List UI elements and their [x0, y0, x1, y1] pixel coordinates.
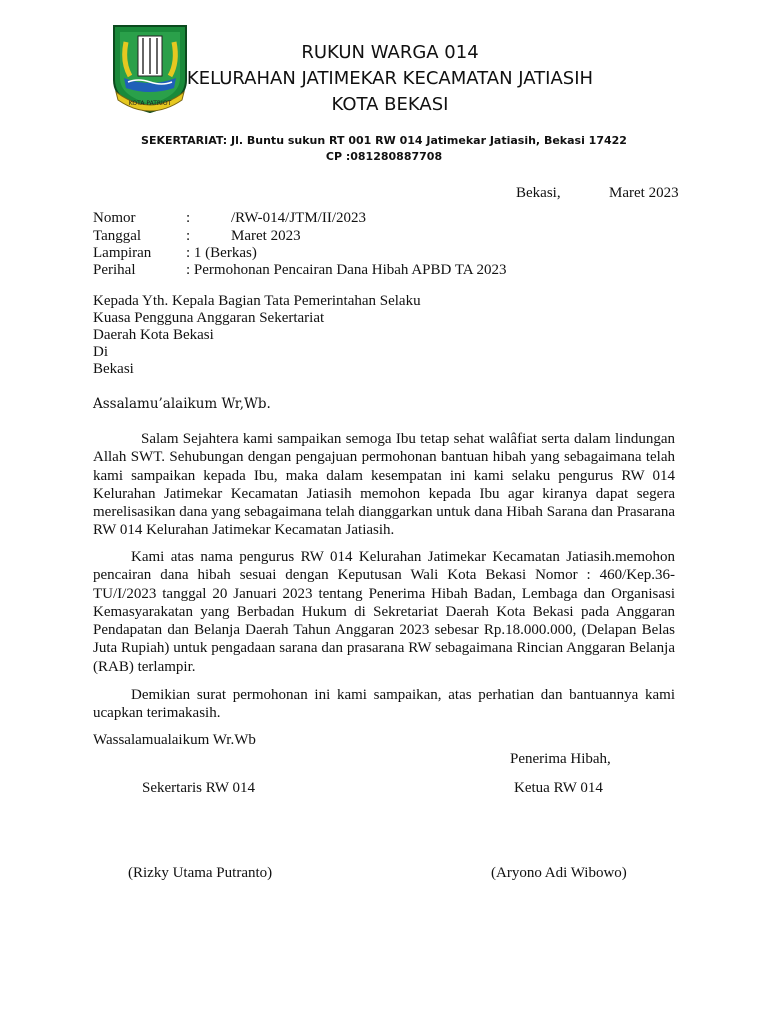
contact-person: CP :081280887708 — [325, 150, 443, 163]
meta-label-nomor: Nomor — [93, 210, 136, 226]
body-paragraph-3: Demikian surat permohonan ini kami sampaikan, atas perhatian dan bantuannya kami ucapkan terimakasih. — [93, 687, 675, 722]
body-paragraph-1: Salam Sejahtera kami sampaikan semoga Ibu tetap sehat walâfiat serta dalam lindungan Allah SWT. Sehubungan dengan pengajuan permohonan bantuan hibah yang sebagaimana telah kami sampaikan kepada Ibu, maka dalam kesempatan ini kami selaku pengurus RW 014 Kelurahan Jatimekar Kecamatan Jatiasih memohon kepada Ibu agar kiranya dapat segera merelisasikan dana yang sebagaimana telah dianggarkan untuk dana Hibah Sarana dan Prasarana RW 014 Kelurahan Jatimekar Kecamatan Jatiasih. — [93, 431, 675, 539]
signature-left-role: Sekertaris RW 014 — [142, 780, 256, 796]
recipient-line: Kepada Yth. Kepala Bagian Tata Pemerintahan Selaku — [93, 293, 421, 309]
date-month-year: Maret 2023 — [609, 185, 679, 201]
recipient-line: Kuasa Pengguna Anggaran Sekertariat — [93, 310, 325, 326]
signature-left-name: (Rizky Utama Putranto) — [128, 865, 273, 881]
header-kota: KOTA BEKASI — [331, 94, 449, 115]
greeting: Assalamu’alaikum Wr,Wb. — [93, 396, 271, 412]
signature-right-title: Penerima Hibah, — [510, 751, 611, 767]
meta-sep-nomor: : — [186, 210, 191, 226]
header-kelurahan: KELURAHAN JATIMEKAR KECAMATAN JATIASIH — [186, 68, 594, 89]
secretariat-address: SEKERTARIAT: Jl. Buntu sukun RT 001 RW 014 Jatimekar Jatiasih, Bekasi 17422 — [141, 134, 627, 147]
header-rw: RUKUN WARGA 014 — [301, 42, 479, 63]
svg-text:KOTA PATRIOT: KOTA PATRIOT — [128, 100, 172, 107]
meta-sep-tanggal: : — [186, 228, 191, 244]
meta-value-lampiran: : 1 (Berkas) — [186, 245, 257, 261]
meta-value-nomor: /RW-014/JTM/II/2023 — [231, 210, 366, 226]
signature-right-name: (Aryono Adi Wibowo) — [491, 865, 627, 881]
meta-label-tanggal: Tanggal — [93, 228, 142, 244]
meta-label-perihal: Perihal — [93, 262, 136, 278]
body-paragraph-2: Kami atas nama pengurus RW 014 Kelurahan Jatimekar Kecamatan Jatiasih.memohon pencairan dana hibah sesuai dengan Keputusan Wali Kota Bekasi Nomor : 460/Kep.36-TU/I/2023 tanggal 20 Januari 2023 tentang Penerima Hibah Badan, Lembaga dan Organisasi Kemasyarakatan yang Berbadan Hukum di Sekretariat Daerah Kota Bekasi pada Anggaran Pendapatan dan Belanja Daerah Tahun Anggaran 2023 sebesar Rp.18.000.000, (Delapan Belas Juta Rupiah) untuk pengadaan sarana dan prasarana RW sebagaimana Rincian Anggaran Belanja (RAB) terlampir. — [93, 549, 675, 675]
recipient-line: Daerah Kota Bekasi — [93, 327, 214, 343]
closing: Wassalamualaikum Wr.Wb — [93, 732, 256, 748]
signature-right-role: Ketua RW 014 — [514, 780, 603, 796]
recipient-line: Bekasi — [93, 361, 134, 377]
meta-value-tanggal: Maret 2023 — [231, 228, 301, 244]
meta-label-lampiran: Lampiran — [93, 245, 152, 261]
recipient-line: Di — [93, 344, 108, 360]
meta-value-perihal: : Permohonan Pencairan Dana Hibah APBD TA 2023 — [186, 262, 507, 278]
date-city: Bekasi, — [516, 185, 561, 201]
